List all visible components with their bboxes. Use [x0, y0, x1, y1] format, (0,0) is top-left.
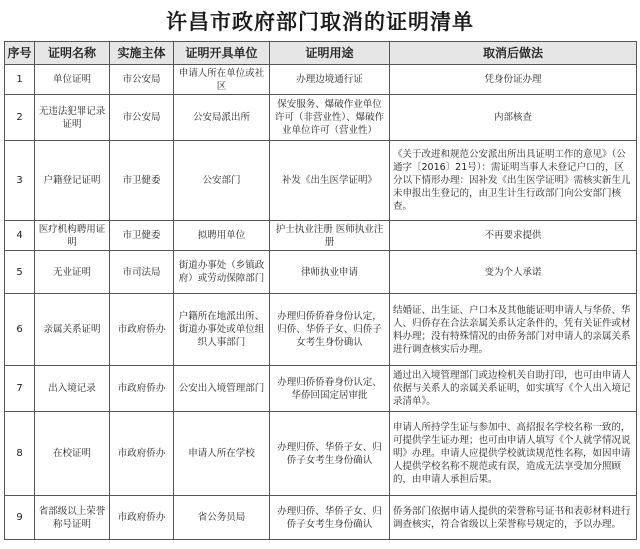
row-subject: 市政府侨办 — [110, 496, 174, 540]
row-issuer: 公安出入境管理部门 — [174, 366, 270, 412]
row-subject: 市政府侨办 — [110, 294, 174, 366]
row-issuer: 省公务员局 — [174, 496, 270, 540]
table-row — [5, 65, 637, 95]
row-purpose: 护士执业注册 医师执业注册 — [270, 221, 390, 251]
row-name: 出入境记录 — [35, 366, 110, 412]
row-no: 8 — [5, 412, 35, 496]
row-after: 凭身份证办理 — [390, 65, 637, 95]
row-issuer: 公安部门 — [174, 141, 270, 221]
row-issuer: 拟聘用单位 — [174, 221, 270, 251]
row-subject: 市公安局 — [110, 65, 174, 95]
table-row — [5, 496, 637, 540]
row-no: 7 — [5, 366, 35, 412]
row-no: 3 — [5, 141, 35, 221]
row-no: 9 — [5, 496, 35, 540]
row-issuer: 街道办事处（乡镇政府）或劳动保障部门 — [174, 251, 270, 294]
table-row — [5, 141, 637, 221]
row-name: 亲属关系证明 — [35, 294, 110, 366]
row-no: 1 — [5, 65, 35, 95]
row-subject: 市公安局 — [110, 95, 174, 141]
table-row — [5, 366, 637, 412]
table-row — [5, 412, 637, 496]
row-purpose: 办理归侨、华侨子女、归侨子女考生身份确认 — [270, 496, 390, 540]
row-after: 变为个人承诺 — [390, 251, 637, 294]
row-issuer: 申请人所在学校 — [174, 412, 270, 496]
certificate-table — [4, 41, 637, 540]
row-no: 6 — [5, 294, 35, 366]
row-no: 2 — [5, 95, 35, 141]
row-purpose: 办理边境通行证 — [270, 65, 390, 95]
row-purpose: 办理归侨、华侨子女、归侨子女考生身份确认 — [270, 412, 390, 496]
row-issuer: 户籍所在地派出所、街道办事处或单位组织人事部门 — [174, 294, 270, 366]
row-after: 不再要求提供 — [390, 221, 637, 251]
header-issuer: 证明开具单位 — [174, 42, 270, 65]
header-subject: 实施主体 — [110, 42, 174, 65]
row-no: 4 — [5, 221, 35, 251]
row-purpose: 办理归侨侨眷身份认定、华侨回国定居审批 — [270, 366, 390, 412]
row-name: 无业证明 — [35, 251, 110, 294]
header-no: 序号 — [5, 42, 35, 65]
row-after: 申请人所持学生证与参加中、高招报名学校名称一致的，可提供学生证办理；也可由申请人填写《个人就学情况说明》办理。申请人应提供学校就读规范性名称，如因申请人提供学校名称不规范或有误，造成无法享受加分照顾的，由申请人承担后果。 — [390, 412, 637, 496]
row-no: 5 — [5, 251, 35, 294]
table-row — [5, 221, 637, 251]
row-name: 单位证明 — [35, 65, 110, 95]
header-purpose: 证明用途 — [270, 42, 390, 65]
row-after: 通过出入境管理部门或边检机关自助打印，也可由申请人依据与关系人的亲属关系证明，如实填写《个人出入境记录清单》。 — [390, 366, 637, 412]
table-row — [5, 251, 637, 294]
header-after: 取消后做法 — [390, 42, 637, 65]
table-row — [5, 95, 637, 141]
page-title: 许昌市政府部门取消的证明清单 — [166, 10, 474, 34]
row-issuer: 申请人所在单位或社区 — [174, 65, 270, 95]
row-after: 《关于改进和规范公安派出所出具证明工作的意见》（公通字〔2016〕21号）：需证明当事人未登记户口的，区分以下情形办理：因补发《出生医学证明》需核实新生儿未申报出生登记的，由卫生计生行政部门向公安部门核查。 — [390, 141, 637, 221]
table-row — [5, 294, 637, 366]
row-name: 无违法犯罪记录证明 — [35, 95, 110, 141]
row-issuer: 公安局派出所 — [174, 95, 270, 141]
row-name: 在校证明 — [35, 412, 110, 496]
row-name: 医疗机构聘用证明 — [35, 221, 110, 251]
row-purpose: 律师执业申请 — [270, 251, 390, 294]
row-purpose: 保安服务、爆破作业单位许可（非营业性）、爆破作业单位许可（营业性） — [270, 95, 390, 141]
row-after: 侨务部门依据申请人提供的荣誉称号证书和表彰材料进行调查核实，符合省级以上荣誉称号规定的，予以办理。 — [390, 496, 637, 540]
header-name: 证明名称 — [35, 42, 110, 65]
row-subject: 市卫健委 — [110, 141, 174, 221]
row-name: 省部级以上荣誉称号证明 — [35, 496, 110, 540]
row-subject: 市政府侨办 — [110, 366, 174, 412]
table-header-row — [5, 42, 637, 65]
row-purpose: 补发《出生医学证明》 — [270, 141, 390, 221]
row-name: 户籍登记证明 — [35, 141, 110, 221]
row-subject: 市政府侨办 — [110, 412, 174, 496]
row-after: 内部核查 — [390, 95, 637, 141]
row-after: 结婚证、出生证、户口本及其他能证明申请人与华侨、华人、归侨存在合法亲属关系认定条件的，凭有关证件或材料办理；没有特殊情况的由侨务部门对申请人的亲属关系进行调查核实后办理。 — [390, 294, 637, 366]
row-subject: 市司法局 — [110, 251, 174, 294]
row-subject: 市卫健委 — [110, 221, 174, 251]
row-purpose: 办理归侨侨眷身份认定，归侨、华侨子女、归侨子女考生身份确认 — [270, 294, 390, 366]
